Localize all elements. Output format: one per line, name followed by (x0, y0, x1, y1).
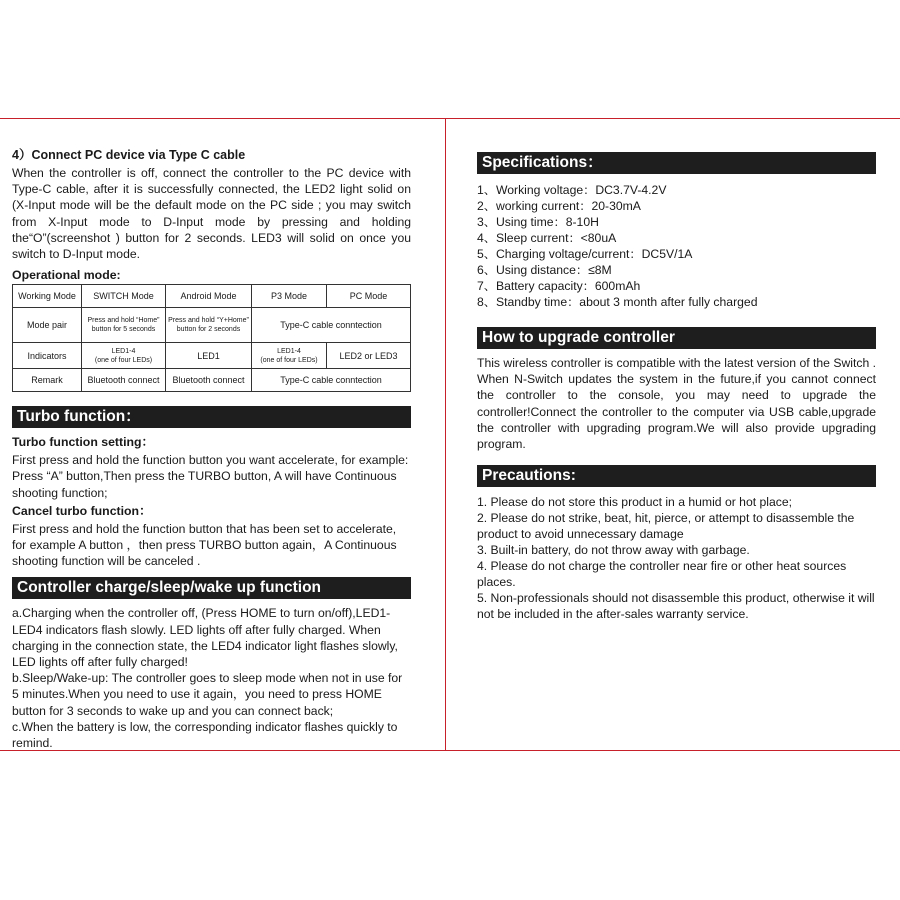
charge-item-c: c.When the battery is low, the corresponding indicator flashes quickly to remind. (12, 719, 398, 751)
list-item: 2、working current：20-30mA (477, 199, 641, 213)
table-header-cell: PC Mode (327, 285, 411, 308)
operational-mode-table (12, 284, 411, 392)
list-item: 1、Working voltage：DC3.7V-4.2V (477, 183, 667, 197)
top-border-line (0, 118, 900, 119)
list-item: 5. Non-professionals should not disassemble this product, otherwise it will not be included in the after-sales warranty service. (477, 591, 875, 622)
cell-main-text: LED1-4 (111, 347, 136, 355)
table-cell: Type-C cable conntection (252, 369, 411, 392)
section4-body: When the controller is off, connect the controller to the PC device with Type-C cable, after it is successfully connected, the LED2 light solid on (X-Input mode will be the default mode on the PC side ; you may switch from X-Input mode to D-Input mode by pressing and holding the“O”(screenshot ) button for 2 seconds. LED3 will solid on once you switch to D-Input mode. (12, 166, 411, 262)
table-cell: Bluetooth connect (166, 369, 252, 392)
charge-section-header: Controller charge/sleep/wake up function (12, 577, 411, 599)
cell-sub-text: (one of four LEDs) (94, 356, 153, 364)
turbo-setting-body: First press and hold the function button you want accelerate, for example: Press “A” button,Then press the TURBO button, A will have Continuous shooting function; (12, 453, 409, 500)
precautions-header: Precautions: (477, 465, 876, 487)
list-item: 5、Charging voltage/current：DC5V/1A (477, 247, 693, 261)
upgrade-header: How to upgrade controller (477, 327, 876, 349)
cell-main-text: LED1-4 (277, 347, 301, 355)
precautions-list (477, 494, 876, 622)
list-item: 7、Battery capacity：600mAh (477, 279, 641, 293)
table-row (13, 343, 411, 369)
charge-item-a: a.Charging when the controller off, (Press HOME to turn on/off),LED1-LED4 indicators flash slowly. LED lights off after fully charged. When charging in the connection state, the LED4 indicator light flashes slowly, LED lights off after fully charged! (12, 606, 398, 670)
cancel-turbo-body: First press and hold the function button that has been set to accelerate, for example A button ，then press TURBO button again，A Continuous shooting function will be canceled . (12, 521, 397, 569)
left-page (12, 145, 411, 751)
table-cell: LED2 or LED3 (327, 343, 411, 369)
charge-item-b: b.Sleep/Wake-up: The controller goes to sleep mode when not in use for 5 minutes.When you need to use it again，you need to press HOME button for 3 seconds to wake up and you can connect back; (12, 671, 403, 718)
table-row (13, 308, 411, 343)
turbo-setting-title: Turbo function setting： (12, 435, 154, 450)
upgrade-body: This wireless controller is compatible with the latest version of the Switch . When N-Switch updates the system in the future,if you cannot connect the controller to the console, you may need to upgrade the controller!Connect the controller to the computer via USB cable,upgrade the controller with upgrading program.We will also provide upgrading program. (477, 356, 876, 452)
table-cell: Mode pair (13, 308, 82, 343)
table-cell: Bluetooth connect (82, 369, 166, 392)
table-row (13, 285, 411, 308)
table-header-cell: Working Mode (13, 285, 82, 308)
list-item: 8、Standby time：about 3 month after fully charged (477, 295, 758, 309)
table-cell: Type-C cable conntection (252, 308, 411, 343)
table-header-cell: SWITCH Mode (82, 285, 166, 308)
list-item: 4、Sleep current：<80uA (477, 231, 617, 245)
table-header-cell: P3 Mode (252, 285, 327, 308)
cell-sub-text: (one of four LEDs) (260, 356, 318, 364)
table-cell (252, 343, 327, 369)
table-cell: LED1 (166, 343, 252, 369)
list-item: 4. Please do not charge the controller near fire or other heat sources places. (477, 559, 847, 590)
section4-title: 4）Connect PC device via Type C cable (12, 148, 246, 162)
table-row (13, 369, 411, 392)
table-header-cell: Android Mode (166, 285, 252, 308)
table-cell: Indicators (13, 343, 82, 369)
operational-mode-title: Operational mode: (12, 268, 121, 283)
list-item: 2. Please do not strike, beat, hit, pierce, or attempt to disassemble the product to avoid unnecessary damage (477, 511, 855, 542)
cancel-turbo-title: Cancel turbo function： (12, 503, 152, 518)
specifications-list (477, 182, 876, 310)
list-item: 1. Please do not store this product in a humid or hot place; (477, 495, 793, 510)
list-item: 3、Using time：8-10H (477, 215, 599, 229)
table-cell (82, 343, 166, 369)
list-item: 3. Built-in battery, do not throw away with garbage. (477, 543, 750, 558)
table-cell: Remark (13, 369, 82, 392)
list-item: 6、Using distance：≤8M (477, 263, 612, 277)
right-page (477, 152, 876, 622)
table-cell: Press and hold “Home” button for 5 seconds (82, 308, 166, 343)
table-cell: Press and hold “Y+Home” button for 2 seconds (166, 308, 252, 343)
center-divider-line (445, 118, 446, 750)
specifications-header: Specifications： (477, 152, 876, 174)
turbo-section-header: Turbo function： (12, 406, 411, 428)
